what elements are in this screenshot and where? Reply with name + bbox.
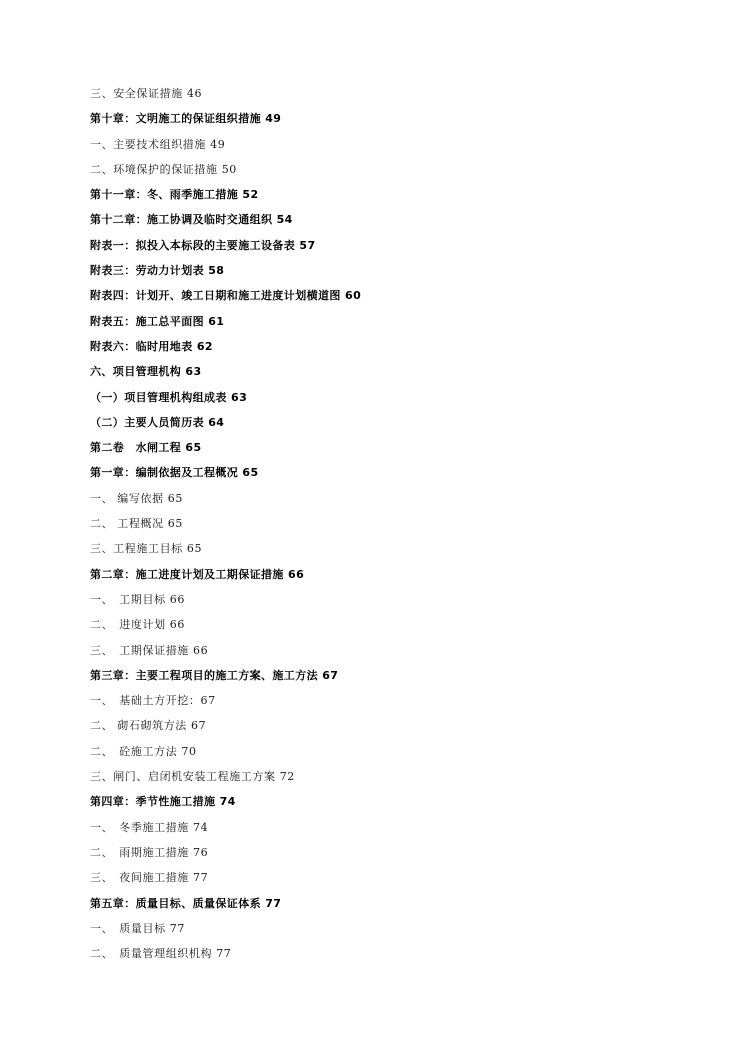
toc-heading: 附表三：劳动力计划表 58 bbox=[90, 264, 225, 278]
toc-heading: 附表五：施工总平面图 61 bbox=[90, 314, 225, 328]
toc-heading: （二）主要人员简历表 64 bbox=[90, 415, 225, 429]
toc-entry: 三、工程施工目标 65 bbox=[90, 542, 203, 556]
toc-entry: 二、 进度计划 66 bbox=[90, 618, 185, 632]
toc-entry: 二、 砼施工方法 70 bbox=[90, 744, 197, 758]
toc-heading: 第二章：施工进度计划及工期保证措施 66 bbox=[90, 567, 305, 581]
toc-entry: 三、 夜间施工措施 77 bbox=[90, 871, 209, 885]
toc-heading: 第十一章：冬、雨季施工措施 52 bbox=[90, 188, 259, 202]
toc-entry: 二、 质量管理组织机构 77 bbox=[90, 947, 232, 961]
toc-heading: 附表四：计划开、竣工日期和施工进度计划横道图 60 bbox=[90, 289, 362, 303]
toc-entry: 一、 工期目标 66 bbox=[90, 592, 185, 606]
toc-heading: 第二卷 水闸工程 65 bbox=[90, 441, 202, 455]
toc-entry: 二、环境保护的保证措施 50 bbox=[90, 162, 237, 176]
toc-entry: 三、闸门、启闭机安装工程施工方案 72 bbox=[90, 770, 295, 784]
toc-entry: 三、 工期保证措施 66 bbox=[90, 643, 209, 657]
toc-entry: 二、 工程概况 65 bbox=[90, 517, 183, 531]
toc-entry: 一、 冬季施工措施 74 bbox=[90, 820, 209, 834]
table-of-contents bbox=[90, 84, 690, 969]
toc-entry: 三、安全保证措施 46 bbox=[90, 87, 203, 100]
toc-entry: 二、 砌石砌筑方法 67 bbox=[90, 719, 207, 733]
toc-entry: 一、主要技术组织措施 49 bbox=[90, 137, 226, 151]
toc-entry: 一、 基础土方开挖：67 bbox=[90, 694, 216, 708]
toc-heading: 第一章：编制依据及工程概况 65 bbox=[90, 466, 259, 480]
toc-entry: 一、 质量目标 77 bbox=[90, 921, 185, 935]
toc-heading: 附表六：临时用地表 62 bbox=[90, 339, 213, 353]
toc-heading: 第四章：季节性施工措施 74 bbox=[90, 795, 236, 809]
toc-heading: 第十二章：施工协调及临时交通组织 54 bbox=[90, 213, 293, 227]
toc-entry: 二、 雨期施工措施 76 bbox=[90, 845, 209, 859]
toc-heading: （一）项目管理机构组成表 63 bbox=[90, 390, 248, 404]
toc-entry: 一、 编写依据 65 bbox=[90, 491, 183, 505]
toc-heading: 第五章：质量目标、质量保证体系 77 bbox=[90, 896, 282, 910]
toc-heading: 附表一：拟投入本标段的主要施工设备表 57 bbox=[90, 238, 316, 252]
toc-heading: 六、项目管理机构 63 bbox=[90, 365, 202, 379]
toc-heading: 第三章：主要工程项目的施工方案、施工方法 67 bbox=[90, 668, 339, 682]
toc-heading: 第十章：文明施工的保证组织措施 49 bbox=[90, 112, 282, 126]
